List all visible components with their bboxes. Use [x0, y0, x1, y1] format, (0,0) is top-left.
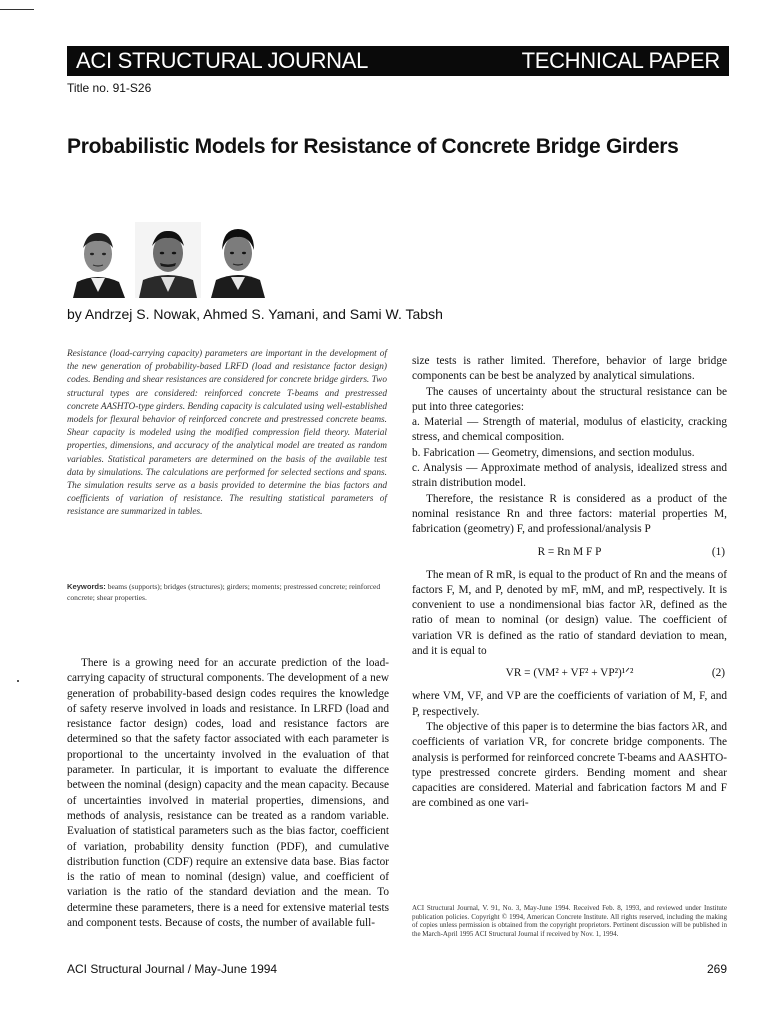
list-item: c. Analysis — Approximate method of analysis, idealized stress and strain distribution model. — [412, 462, 727, 490]
equation-1 — [412, 538, 727, 568]
body-paragraph: size tests is rather limited. Therefore, behavior of large bridge components can be best be analyzed by analytical simulations. — [412, 355, 727, 383]
journal-footer: ACI Structural Journal / May-June 1994 — [67, 962, 278, 976]
author-photo-tabsh — [207, 222, 269, 298]
list-item: b. Fabrication — Geometry, dimensions, and section modulus. — [412, 446, 695, 459]
equation-1-number: (1) — [711, 545, 725, 558]
author-list: by Andrzej S. Nowak, Ahmed S. Yamani, and Sami W. Tabsh — [67, 306, 443, 322]
body-paragraph: The objective of this paper is to determine the bias factors λR, and coefficients of variation VR, for concrete bridge components. The analysis is performed for reinforced concrete T-beams and AASHTO-type prestressed concrete girders. Bending moment and shear capacities are considered. Material and fabrication factors M and F are combined as one vari- — [412, 720, 727, 810]
paper-title: Probabilistic Models for Resistance of Concrete Bridge Girders — [67, 135, 679, 158]
keywords-text: beams (supports); bridges (structures); girders; moments; prestressed concrete; reinforced concrete; shear properties. — [67, 582, 381, 602]
author-photo-nowak — [67, 222, 129, 298]
keywords-label: Keywords: — [67, 582, 106, 591]
list-item: a. Material — Strength of material, modulus of elasticity, cracking stress, and chemical composition. — [412, 416, 727, 444]
keywords — [67, 582, 387, 603]
intro-paragraph: There is a growing need for an accurate prediction of the load-carrying capacity of structural components. The development of a new generation of probability-based design codes requires the knowledge of safety reserve involved in loads and resistance. In LRFD (load and resistance factor design) codes, load and resistance factors are determined so that the safety factor associated with each parameter is proportional to the uncertainty involved in the evaluation of that parameter. In particular, it is important to evaluate the difference between the nominal (design) capacity and the mean capacity. Because of uncertainties involved in material properties, dimensions, and methods of analysis, resistance can be treated as a random variable. Evaluation of statistical parameters such as the bias factor, coefficient of variation, probability density function (PDF), and cumulative distribution function (CDF) require an extensive data base. Bias factor is the ratio of mean to nominal (design) value, and coefficient of variation is the ratio of the standard deviation and the mean. To determine these parameters, there is a need for extensive material tests and component tests. Because of costs, the number of available full- — [67, 657, 389, 930]
journal-banner — [67, 46, 729, 76]
author-photos — [67, 222, 267, 298]
paper-type: TECHNICAL PAPER — [521, 48, 720, 73]
equation-2 — [412, 659, 727, 689]
left-column — [67, 656, 389, 931]
abstract: Resistance (load-carrying capacity) parameters are important in the development of the new generation of probability-based LRFD (load and resistance factor design) codes. Bending and shear resistances are considered for concrete bridge girders. Two structural types are considered: reinforced concrete T-beams and prestressed concrete AASHTO-type girders. Bending capacity is calculated using well-established models for flexural behavior of reinforced concrete and prestressed concrete beams. Shear capacity is modeled using the modified compression field theory. Material properties, dimensions, and accuracy of the analytical model are treated as random variables. Statistical parameters are determined on the basis of the available test data by simulations. The calculations are performed for selected sections and spans. The simulation results serve as a basis provided to determine the bias factors and coefficients of variation of resistance. The resulting statistical parameters of resistance are summarized in tables. — [67, 349, 387, 518]
equation-1-expression: R = Rn M F P — [537, 545, 602, 558]
body-paragraph: where VM, VF, and VP are the coefficients of variation of M, F, and P, respectively. — [412, 690, 727, 718]
corner-rule — [0, 9, 34, 10]
body-paragraph: The mean of R mR, is equal to the product of Rn and the means of factors F, M, and P, denoted by mF, mM, and mP, respectively. It is convenient to use a nondimensional bias factor λR, defined as the ratio of mean to nominal (or design) value. The coefficient of variation VR is defined as the ratio of standard deviation to mean, and it is equal to — [412, 568, 727, 658]
author-photo-yamani — [135, 222, 201, 298]
body-paragraph: The causes of uncertainty about the structural resistance can be put into three categories: — [412, 385, 727, 413]
page-number: 269 — [706, 962, 727, 976]
body-paragraph: Therefore, the resistance R is considered as a product of the nominal resistance Rn and three factors: material properties M, fabrication (geometry) F, and professional/analysis P — [412, 492, 727, 536]
footnote: ACI Structural Journal, V. 91, No. 3, May-June 1994. Received Feb. 8, 1993, and reviewed under Institute publication policies. Copyright © 1994, American Concrete Institute. All rights reserved, including the making of copies unless permission is obtained from the copyright proprietors. Pertinent discussion will be published in the March-April 1995 ACI Structural Journal if received by Nov. 1, 1994. — [412, 904, 727, 938]
journal-name: ACI STRUCTURAL JOURNAL — [76, 48, 369, 73]
right-column — [412, 354, 727, 812]
equation-2-expression: VR = (VM² + VF² + VP²)¹ᐟ² — [505, 667, 634, 680]
margin-mark — [17, 680, 19, 682]
title-number: Title no. 91-S26 — [67, 81, 152, 95]
equation-2-number: (2) — [711, 667, 725, 680]
